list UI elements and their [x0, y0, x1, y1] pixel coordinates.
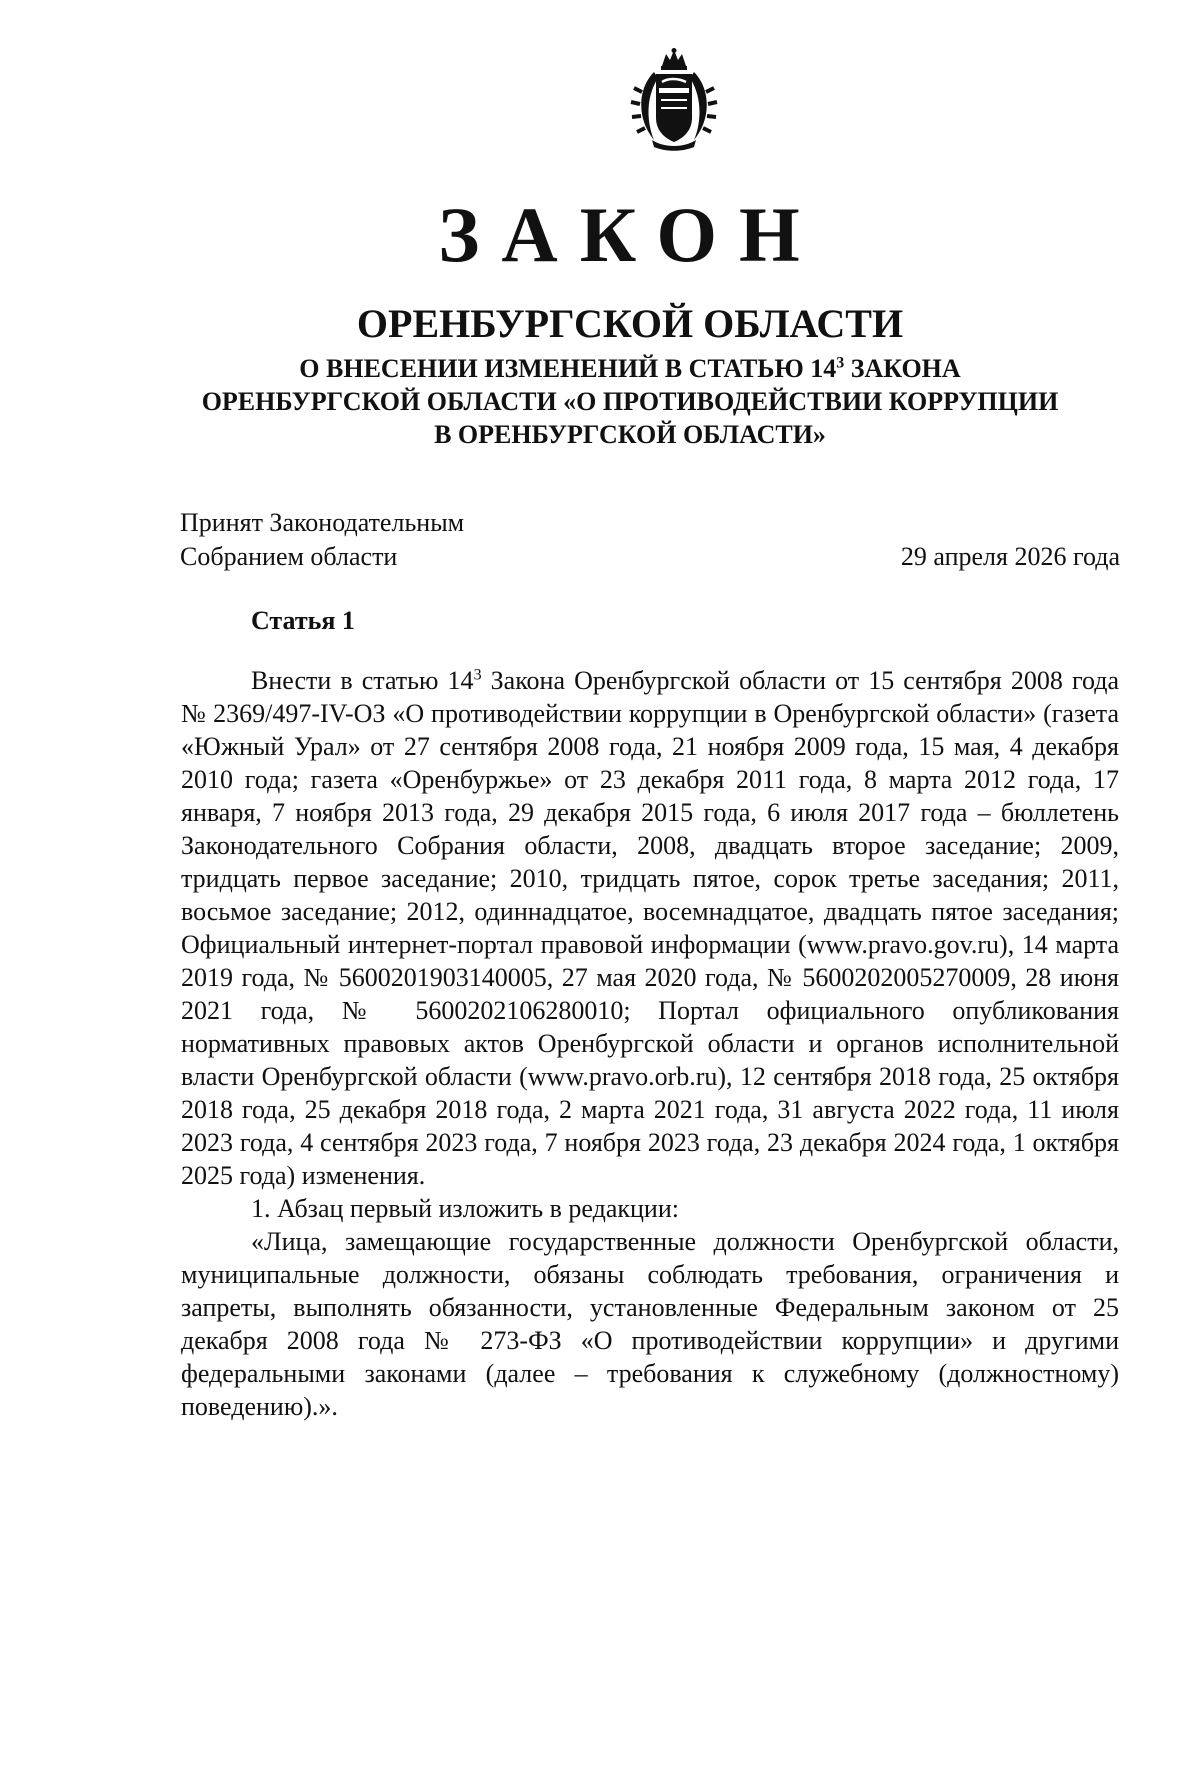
- adoption-date: 29 апреля 2026 года: [900, 542, 1120, 571]
- subtitle-line-3: В ОРЕНБУРГСКОЙ ОБЛАСТИ»: [434, 420, 826, 449]
- subtitle-line-1: О ВНЕСЕНИИ ИЗМЕНЕНИЙ В СТАТЬЮ $14^3$ ЗАКОНА: [299, 354, 961, 383]
- document-region: ОРЕНБУРГСКОЙ ОБЛАСТИ: [356, 301, 904, 346]
- adoption-line-1: Принят Законодательным: [180, 508, 465, 537]
- article-body: [181, 664, 1119, 1423]
- article-quote: «Лица, замещающие государственные должности Оренбургской области, муниципальные должности, обязаны соблюдать требования, ограничения и запреты, выполнять обязанности, установленные Федеральным законом от 25 декабря 2008 года № 273-ФЗ «О противодействии коррупции» и другими федеральными законами (далее – требования к служебному (должностному) поведению).».: [181, 1227, 1119, 1421]
- coat-of-arms-emblem: [628, 48, 720, 152]
- document-subtitle: [0, 352, 1200, 451]
- adoption-block: [180, 506, 1120, 574]
- article-paragraph-1: Внести в статью $14^3$ Закона Оренбургской области от 15 сентября 2008 года № 2369/497-IV-ОЗ «О противодействии коррупции в Оренбургской области» (газета «Южный Урал» от 27 сентября 2008 года, 21 ноября 2009 года, 15 мая, 4 декабря 2010 года; газета «Оренбуржье» от 23 декабря 2011 года, 8 марта 2012 года, 17 января, 7 ноября 2013 года, 29 декабря 2015 года, 6 июля 2017 года – бюллетень Законодательного Собрания области, 2008, двадцать второе заседание; 2009, тридцать первое заседание; 2010, тридцать пятое, сорок третье заседания; 2011, восьмое заседание; 2012, одиннадцатое, восемнадцатое, двадцать пятое заседания; Официальный интернет-портал правовой информации (www.pravo.gov.ru), 14 марта 2019 года, № 5600201903140005, 27 мая 2020 года, № 5600202005270009, 28 июня 2021 года, № 5600202106280010; Портал официального опубликования нормативных правовых актов Оренбургской области и органов исполнительной власти Оренбургской области (www.pravo.orb.ru), 12 сентября 2018 года, 25 октября 2018 года, 25 декабря 2018 года, 2 марта 2021 года, 31 августа 2022 года, 11 июля 2023 года, 4 сентября 2023 года, 7 ноября 2023 года, 23 декабря 2024 года, 1 октября 2025 года) изменения.: [181, 666, 1119, 1190]
- article-item-1: 1. Абзац первый изложить в редакции:: [251, 1194, 679, 1223]
- adoption-line-2: Собранием области: [180, 542, 398, 571]
- subtitle-line-2: ОРЕНБУРГСКОЙ ОБЛАСТИ «О ПРОТИВОДЕЙСТВИИ КОРРУПЦИИ: [201, 387, 1059, 416]
- document-title: ЗАКОН: [438, 191, 822, 278]
- article-heading: Статья 1: [251, 606, 355, 635]
